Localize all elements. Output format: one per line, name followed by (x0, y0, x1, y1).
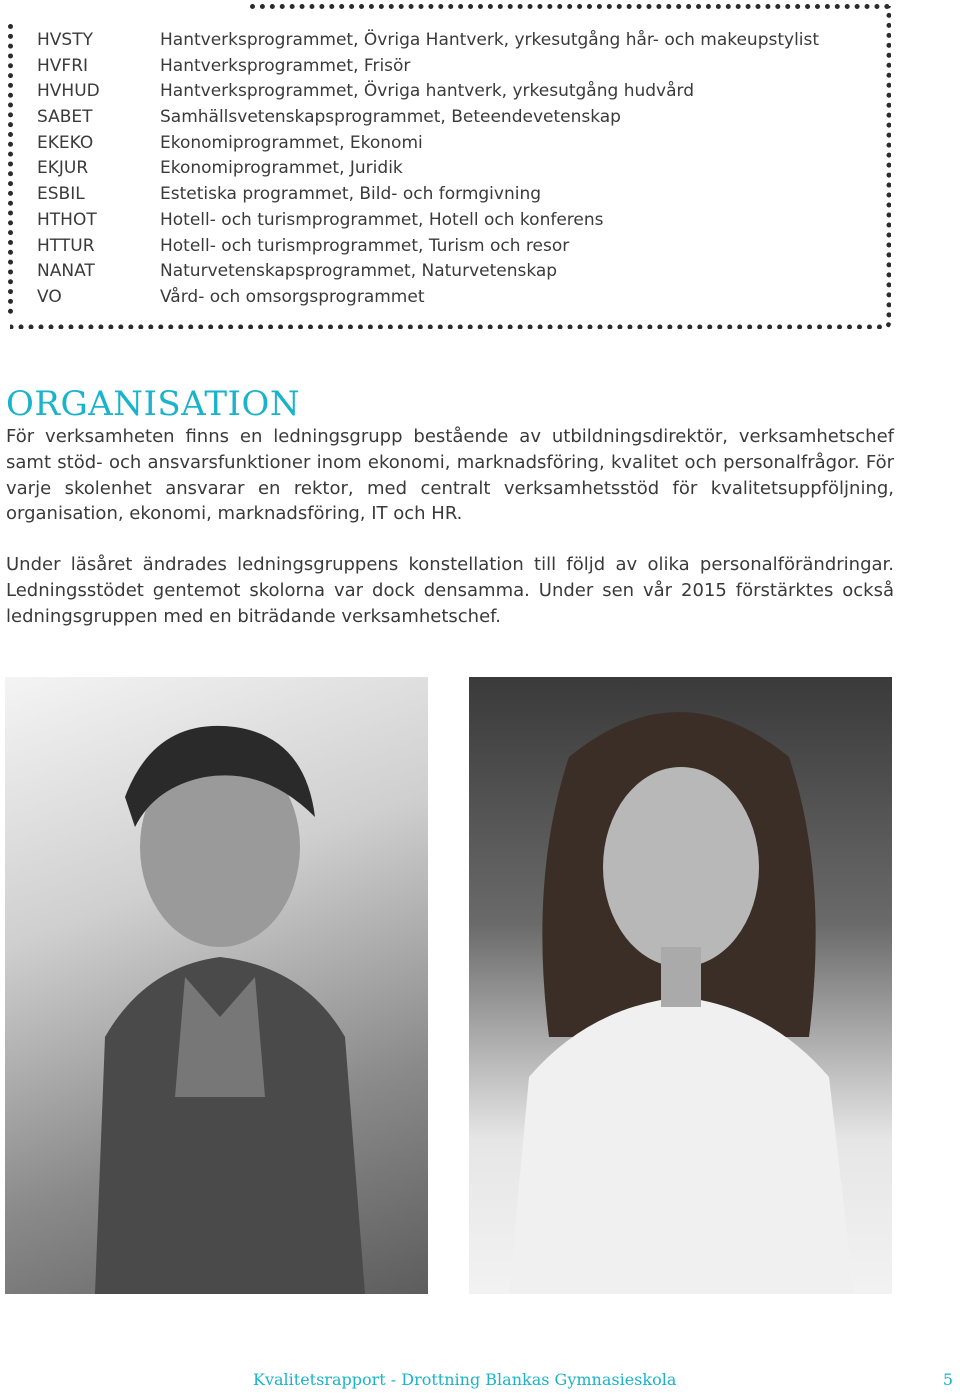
program-code: ESBIL (37, 184, 85, 205)
program-name: Hotell- och turismprogrammet, Turism och resor (160, 235, 570, 256)
photo-illustration (5, 677, 428, 1294)
program-name: Ekonomiprogrammet, Ekonomi (160, 132, 423, 153)
section-heading: ORGANISATION (6, 384, 301, 424)
list-item (37, 131, 877, 157)
program-name: Ekonomiprogrammet, Juridik (160, 158, 403, 179)
program-code: HTTUR (37, 235, 95, 256)
list-item (37, 105, 877, 131)
page-number: 5 (942, 1370, 953, 1389)
program-code: NANAT (37, 261, 95, 282)
list-item (37, 79, 877, 105)
program-name: Hantverksprogrammet, Frisör (160, 55, 411, 76)
program-name: Vård- och omsorgsprogrammet (160, 286, 425, 307)
program-name: Naturvetenskapsprogrammet, Naturvetenskap (160, 261, 558, 282)
program-name: Hotell- och turismprogrammet, Hotell och konferens (160, 209, 604, 230)
program-code: HVSTY (37, 30, 93, 50)
student-photo-left (5, 677, 428, 1294)
program-code: VO (37, 286, 62, 307)
program-name: Samhällsvetenskapsprogrammet, Beteendevetenskap (160, 107, 621, 128)
program-code: HVHUD (37, 81, 100, 102)
photo-illustration (469, 677, 892, 1294)
program-name: Estetiska programmet, Bild- och formgivning (160, 184, 542, 205)
list-item (37, 208, 877, 234)
program-code: SABET (37, 107, 93, 128)
program-name: Hantverksprogrammet, Övriga hantverk, yrkesutgång hudvård (160, 81, 694, 102)
program-code: HTHOT (37, 209, 97, 230)
footer (253, 1370, 953, 1389)
student-photo-right (469, 677, 892, 1294)
program-name: Hantverksprogrammet, Övriga Hantverk, yrkesutgång hår- och makeupstylist (160, 30, 820, 50)
list-item (37, 28, 877, 54)
list-item (37, 259, 877, 285)
program-code: HVFRI (37, 55, 89, 76)
paragraph: Under läsåret ändrades ledningsgruppens konstellation till följd av olika personalförändringar. Ledningsstödet gentemot skolorna var dock densamma. Under sen vår 2015 förstärktes också ledningsgruppen med en biträdande verksamhetschef. (6, 554, 894, 627)
list-item (37, 156, 877, 182)
footer-title: Kvalitetsrapport - Drottning Blankas Gymnasieskola (253, 1370, 677, 1389)
program-list (37, 28, 877, 311)
list-item (37, 234, 877, 260)
list-item (37, 54, 877, 80)
program-code: EKJUR (37, 158, 89, 179)
list-item (37, 182, 877, 208)
list-item (37, 285, 877, 311)
paragraph: För verksamheten finns en ledningsgrupp bestående av utbildningsdirektör, verksamhetschef samt stöd- och ansvarsfunktioner inom ekonomi, marknadsföring, kvalitet och personalfrågor. För varje skolenhet ansvarar en rektor, med centralt verksamhetsstöd för kvalitetsuppföljning, organisation, ekonomi, marknadsföring, IT och HR. (6, 426, 894, 525)
program-code: EKEKO (37, 132, 94, 153)
